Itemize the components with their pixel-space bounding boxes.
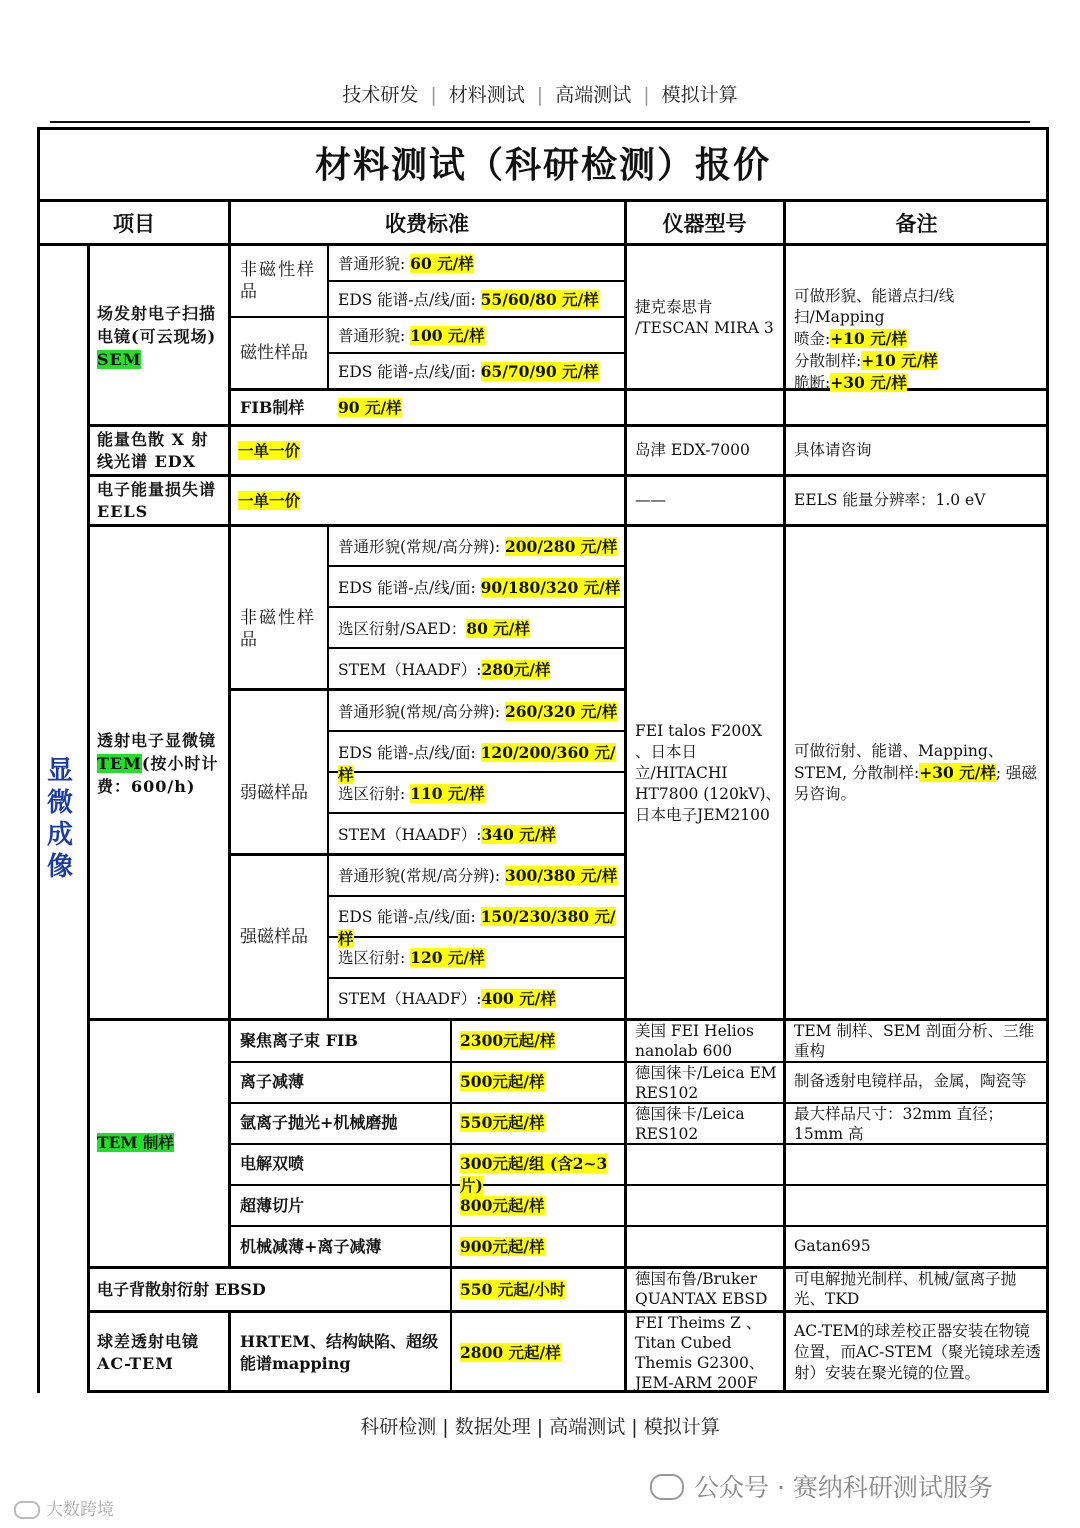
table-bottom-border [87,1390,1049,1393]
nav-item-tech[interactable]: 技术研发 [342,84,419,106]
divider [229,1184,1049,1186]
prep-label: TEM 制样 [97,1133,174,1152]
tem-group-label: 强磁样品 [240,927,308,947]
tem-group-label: 弱磁样品 [240,783,308,803]
price-tag: 120/200/360 元/样 [338,743,616,784]
divider [229,1225,1049,1227]
sem-row: EDS 能谱-点/线/面: 55/60/80 元/样 [338,290,599,309]
divider [87,474,1049,477]
price-tag: 120 元/样 [410,948,485,967]
edx-note: 具体请咨询 [794,441,872,459]
price-tag: 65/70/90 元/样 [480,362,599,381]
header-item: 项目 [113,211,155,236]
sem-instrument: 捷克泰思肯 /TESCAN MIRA 3 [635,298,774,337]
divider [37,243,1049,246]
header-instrument: 仪器型号 [662,211,747,236]
sem-nonmag-label: 非磁性样品 [240,260,316,302]
actem-instrument: FEI Theims Z 、Titan Cubed Themis G2300、JEM-ARM 200F [635,1314,765,1392]
header-rule [50,121,1030,123]
divider [327,524,329,1020]
sem-fib-label: FIB制样 [240,398,305,417]
price-tag: 340 元/样 [481,825,556,844]
prep-price: 2300元起/样 [460,1031,556,1050]
divider [328,812,625,814]
top-nav [0,80,1080,107]
price-tag: 280元/样 [481,660,551,679]
prep-name: 氩离子抛光+机械磨抛 [240,1113,398,1132]
nav-separator: | [643,84,650,106]
tem-tag: TEM [97,754,142,773]
divider [228,199,231,1269]
divider [228,1310,231,1393]
tem-row: EDS 能谱-点/线/面: 120/200/360 元/样 [338,743,616,784]
edx-instrument: 岛津 EDX-7000 [635,441,750,459]
actem-note: AC-TEM的球差校正器安装在物镜位置，而AC-STEM（聚光镜球差透射）安装在聚光镜的位置。 [794,1322,1041,1382]
page-title: 材料测试（科研检测）报价 [314,144,771,186]
nav-item-material[interactable]: 材料测试 [448,84,525,106]
divider [229,853,625,856]
prep-name: 超薄切片 [240,1196,305,1215]
price-tag: 200/280 元/样 [504,537,618,556]
price-tag: 100 元/样 [410,326,485,345]
price-tag: 260/320 元/样 [504,702,618,721]
sem-mag-label: 磁性样品 [240,343,308,363]
divider [328,565,625,567]
divider [328,606,625,608]
nav-separator: | [430,84,437,106]
tem-row: 选区衍射: 120 元/样 [338,948,485,967]
eels-name: 电子能量损失谱 EELS [97,480,217,521]
sem-row: EDS 能谱-点/线/面: 65/70/90 元/样 [338,362,599,381]
prep-note: Gatan695 [794,1237,871,1255]
divider [327,243,329,391]
divider [328,895,625,897]
tem-row: STEM（HAADF）:340 元/样 [338,825,556,844]
tem-row: STEM（HAADF）:400 元/样 [338,989,556,1008]
watermark: 大数跨境 [14,1495,114,1520]
header-note: 备注 [895,211,938,236]
ebsd-price: 550 元起/小时 [460,1280,566,1299]
nav-item-simulation[interactable]: 模拟计算 [661,84,738,106]
divider [624,199,627,1393]
prep-price: 900元起/样 [460,1237,545,1256]
header-fee: 收费标准 [385,211,469,236]
actem-price: 2800 元起/样 [460,1343,561,1362]
prep-price: 300元起/组 (含2~3片) [460,1154,608,1195]
edx-name: 能量色散 X 射线光谱 EDX [97,430,209,471]
tem-row: 普通形貌(常规/高分辨): 260/320 元/样 [338,702,618,721]
price-tag: 60 元/样 [410,254,474,273]
tem-row: EDS 能谱-点/线/面: 90/180/320 元/样 [338,578,621,597]
divider [328,730,625,732]
edx-price: 一单一价 [238,441,301,460]
divider [229,316,625,318]
prep-instrument: 美国 FEI Helios nanolab 600 [635,1022,754,1060]
tem-row: 选区衍射/SAED：80 元/样 [338,619,530,638]
divider [229,688,625,691]
price-tag: 55/60/80 元/样 [480,290,599,309]
price-tag: 400 元/样 [481,989,556,1008]
eels-price: 一单一价 [238,491,301,510]
prep-note: 制备透射电镜样品，金属，陶瓷等 [794,1072,1027,1090]
prep-instrument: 德国徕卡/Leica RES102 [635,1105,745,1143]
divider [87,524,1049,527]
tem-instrument: FEI talos F200X 、日本日立/HITACHI HT7800 (120kV)、日本电子JEM2100 [635,722,781,824]
divider [87,424,1049,427]
prep-name: 机械减薄+离子减薄 [240,1237,382,1256]
divider [450,1018,452,1393]
tem-note: 可做衍射、能谱、Mapping、STEM, 分散制样:+30 元/样; 强磁另咨询。 [794,742,1038,803]
tem-row: 普通形貌(常规/高分辨): 200/280 元/样 [338,537,618,556]
prep-price: 800元起/样 [460,1196,545,1215]
wechat-icon [650,1474,684,1500]
sem-row: 普通形貌: 60 元/样 [338,254,474,273]
tem-row: 普通形貌(常规/高分辨): 300/380 元/样 [338,866,618,885]
tem-row: EDS 能谱-点/线/面: 150/230/380 元/样 [338,907,616,948]
divider [328,977,625,979]
price-tag: 80 元/样 [466,619,530,638]
sem-row: 普通形貌: 100 元/样 [338,326,485,345]
prep-price: 500元起/样 [460,1072,545,1091]
ebsd-note: 可电解抛光制样、机械/氩离子抛光、TKD [794,1270,1017,1308]
side-label-microscopy: 显微成像 [46,756,73,882]
ebsd-instrument: 德国布鲁/Bruker QUANTAX EBSD [635,1270,768,1308]
divider [328,352,625,354]
sem-tag: SEM [97,350,142,369]
prep-name: 电解双喷 [240,1154,305,1173]
nav-separator: | [536,84,544,106]
divider [328,280,625,282]
divider [87,1310,1049,1313]
divider [37,199,1049,202]
actem-name: 球差透射电镜 AC-TEM [97,1332,200,1373]
divider [328,647,625,649]
price-tag: 90/180/320 元/样 [480,578,621,597]
wechat-account: 公众号 · 赛纳科研测试服务 [650,1468,993,1504]
price-tag: 300/380 元/样 [504,866,618,885]
sem-note: 可做形貌、能谱点扫/线扫/Mapping 喷金:+10 元/样 分散制样:+10 元/样 脆断:+30 元/样 [794,287,955,392]
actem-desc: HRTEM、结构缺陷、超级能谱mapping [240,1332,438,1373]
sem-name: 场发射电子扫描电镜(可云现场) SEM [97,304,217,369]
divider [783,199,786,1393]
tem-row: STEM（HAADF）:280元/样 [338,660,551,679]
eels-instrument: —— [635,491,666,509]
tem-row: 选区衍射: 110 元/样 [338,784,485,803]
prep-name: 离子减薄 [240,1072,305,1091]
eels-note: EELS 能量分辨率：1.0 eV [794,491,986,509]
prep-instrument: 德国徕卡/Leica EM RES102 [635,1064,777,1102]
footer-links: 科研检测 | 数据处理 | 高端测试 | 模拟计算 [360,1416,720,1438]
sem-fib-row [338,397,623,419]
nav-item-highend[interactable]: 高端测试 [555,84,632,106]
weibo-icon [14,1501,40,1519]
price-tag: 150/230/380 元/样 [338,907,616,948]
prep-note: 最大样品尺寸：32mm 直径；15mm 高 [794,1105,1004,1143]
tem-group-label: 非磁性样品 [240,608,316,650]
prep-price: 550元起/样 [460,1113,545,1132]
prep-name: 聚焦离子束 FIB [240,1031,358,1050]
price-tag: 110 元/样 [410,784,485,803]
ebsd-name: 电子背散射衍射 EBSD [97,1280,266,1299]
prep-note: TEM 制样、SEM 剖面分析、三维重构 [794,1022,1035,1060]
tem-name: 透射电子显微镜TEM(按小时计费：600/h) [97,731,219,796]
price-tag: 90 元/样 [338,398,402,417]
divider [87,243,90,1393]
